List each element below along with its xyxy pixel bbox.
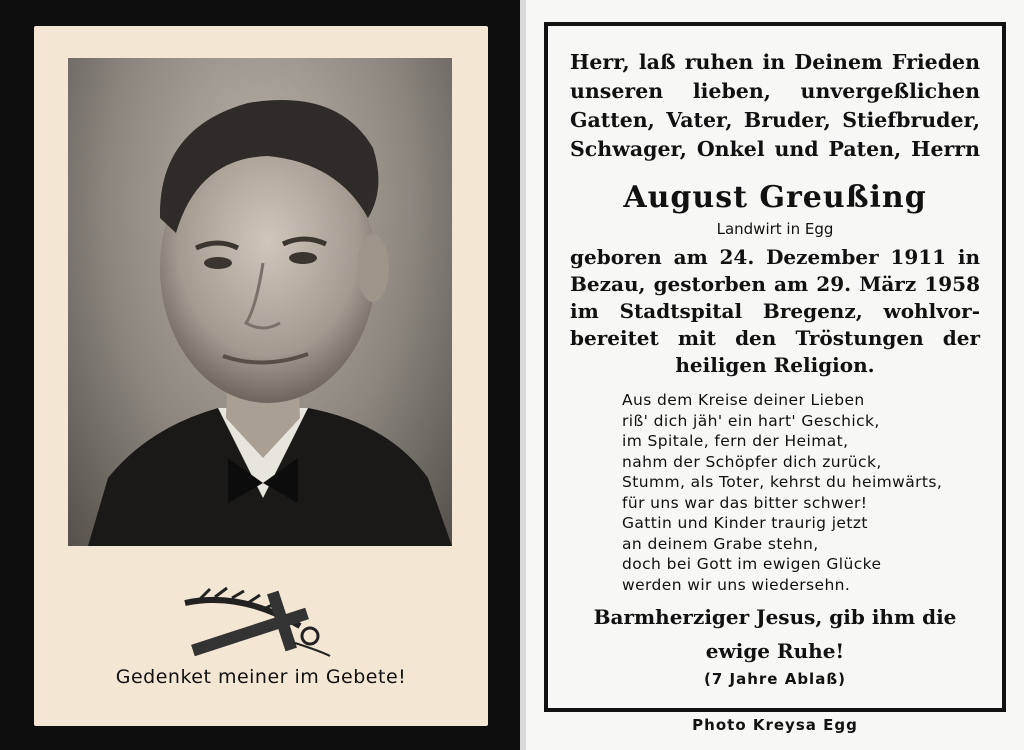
opening-line: Gatten, Vater, Bruder, Stiefbruder, [570, 108, 980, 132]
prayer-line: ewige Ruhe! [705, 639, 845, 663]
left-card [34, 26, 488, 726]
portrait-illustration [68, 58, 452, 546]
biography [570, 244, 980, 379]
portrait-photo [68, 58, 452, 546]
photo-credit: Photo Kreysa Egg [692, 716, 858, 734]
opening-line: Herr, laß ruhen in Deinem Frieden [570, 50, 980, 74]
cross-palm-icon [180, 581, 340, 661]
opening-line: unseren lieben, unvergeßlichen [570, 79, 980, 103]
poem-line: riß' dich jäh' ein hart' Geschick, [622, 411, 880, 430]
poem-line: im Spitale, fern der Heimat, [622, 432, 849, 450]
poem-line: für uns war das bitter schwer! [622, 493, 868, 512]
bio-line: geboren am 24. Dezember 1911 in [570, 245, 980, 269]
poem-line: Gattin und Kinder traurig jetzt [622, 514, 868, 532]
poem-line: werden wir uns wiedersehn. [622, 575, 851, 594]
occupation: Landwirt in Egg [716, 220, 834, 238]
poem-line: doch bei Gott im ewigen Glücke [622, 555, 882, 573]
opening-line: Schwager, Onkel und Paten, Herrn [570, 137, 980, 161]
poem-line: Stumm, als Toter, kehrst du heimwärts, [622, 473, 943, 491]
bio-line: im Stadtspital Bregenz, wohlvor- [570, 299, 980, 323]
poem-line: nahm der Schöpfer dich zurück, [622, 452, 882, 471]
closing-prayer [576, 600, 974, 668]
poem-line: Aus dem Kreise deiner Lieben [622, 391, 865, 409]
bio-line: Bezau, gestorben am 29. März 1958 [570, 272, 980, 296]
memorial-poem [622, 390, 972, 595]
indulgence-note: (7 Jahre Ablaß) [704, 670, 846, 688]
text-frame [544, 22, 1006, 712]
opening-text [570, 48, 980, 164]
prayer-line: Barmherziger Jesus, gib ihm die [593, 605, 957, 629]
right-card [526, 0, 1024, 750]
bio-line: heiligen Religion. [675, 353, 875, 377]
remembrance-caption: Gedenket meiner im Gebete! [115, 666, 407, 688]
bio-line: bereitet mit den Tröstungen der [570, 326, 980, 350]
deceased-name: August Greußing [623, 180, 927, 215]
poem-line: an deinem Grabe stehn, [622, 534, 819, 553]
